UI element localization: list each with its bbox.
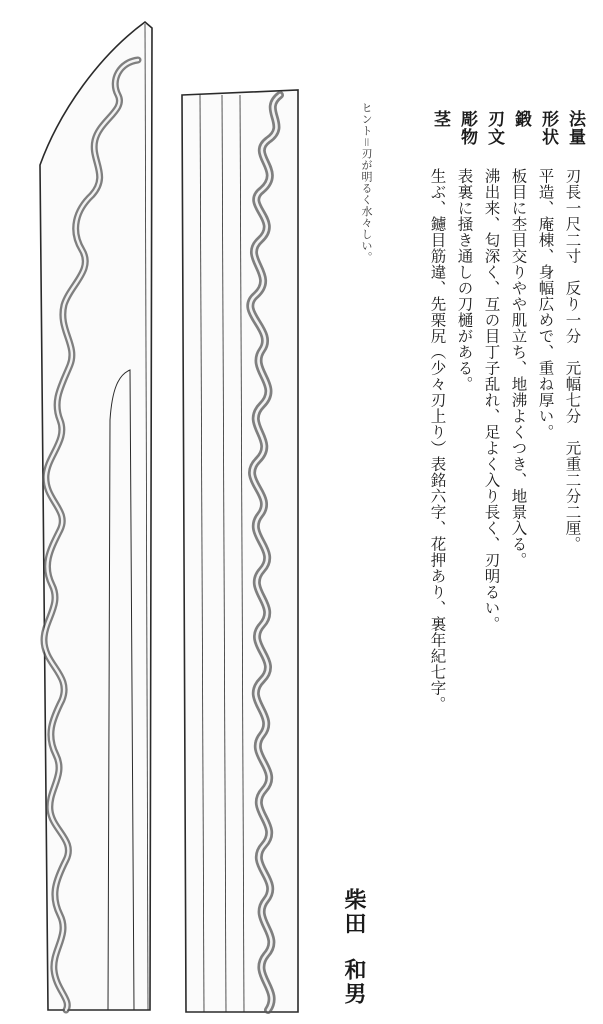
author-given-name: 和男 xyxy=(341,958,366,1006)
section-text-keijou: 平造、庵棟、身幅広めで、重ね厚い。 xyxy=(536,168,555,440)
section-text-kitae: 板目に杢目交りやや肌立ち、地沸よくつき、地景入る。 xyxy=(509,168,528,568)
section-label-houryou: 法量 xyxy=(565,110,585,146)
section-label-nakago: 茎 xyxy=(430,110,450,128)
section-label-keijou: 形状 xyxy=(538,110,558,146)
author-family-name: 柴田 xyxy=(341,888,366,936)
section-label-hamon: 刃文 xyxy=(484,110,504,146)
section-label-horimono: 彫物 xyxy=(457,110,477,146)
blade-body-drawing xyxy=(182,90,298,1012)
section-text-houryou: 刃長一尺二寸 反り一分 元幅七分 元重二分二厘。 xyxy=(563,168,582,552)
section-text-horimono: 表裏に掻き通しの刀樋がある。 xyxy=(455,168,474,392)
blade-tip-drawing xyxy=(40,22,152,1010)
section-text-hamon: 沸出来、匂深く、互の目丁子乱れ、足よく入り長く、刃明るい。 xyxy=(482,168,501,632)
section-label-kitae: 鍛 xyxy=(511,110,531,128)
hint-text: ヒント＝刃が明るく水々しい。 xyxy=(360,102,373,263)
section-text-nakago: 生ぶ、鑢目筋違、先栗尻（少々刃上り）表銘六字、花押あり、裏年紀七字。 xyxy=(428,168,447,712)
